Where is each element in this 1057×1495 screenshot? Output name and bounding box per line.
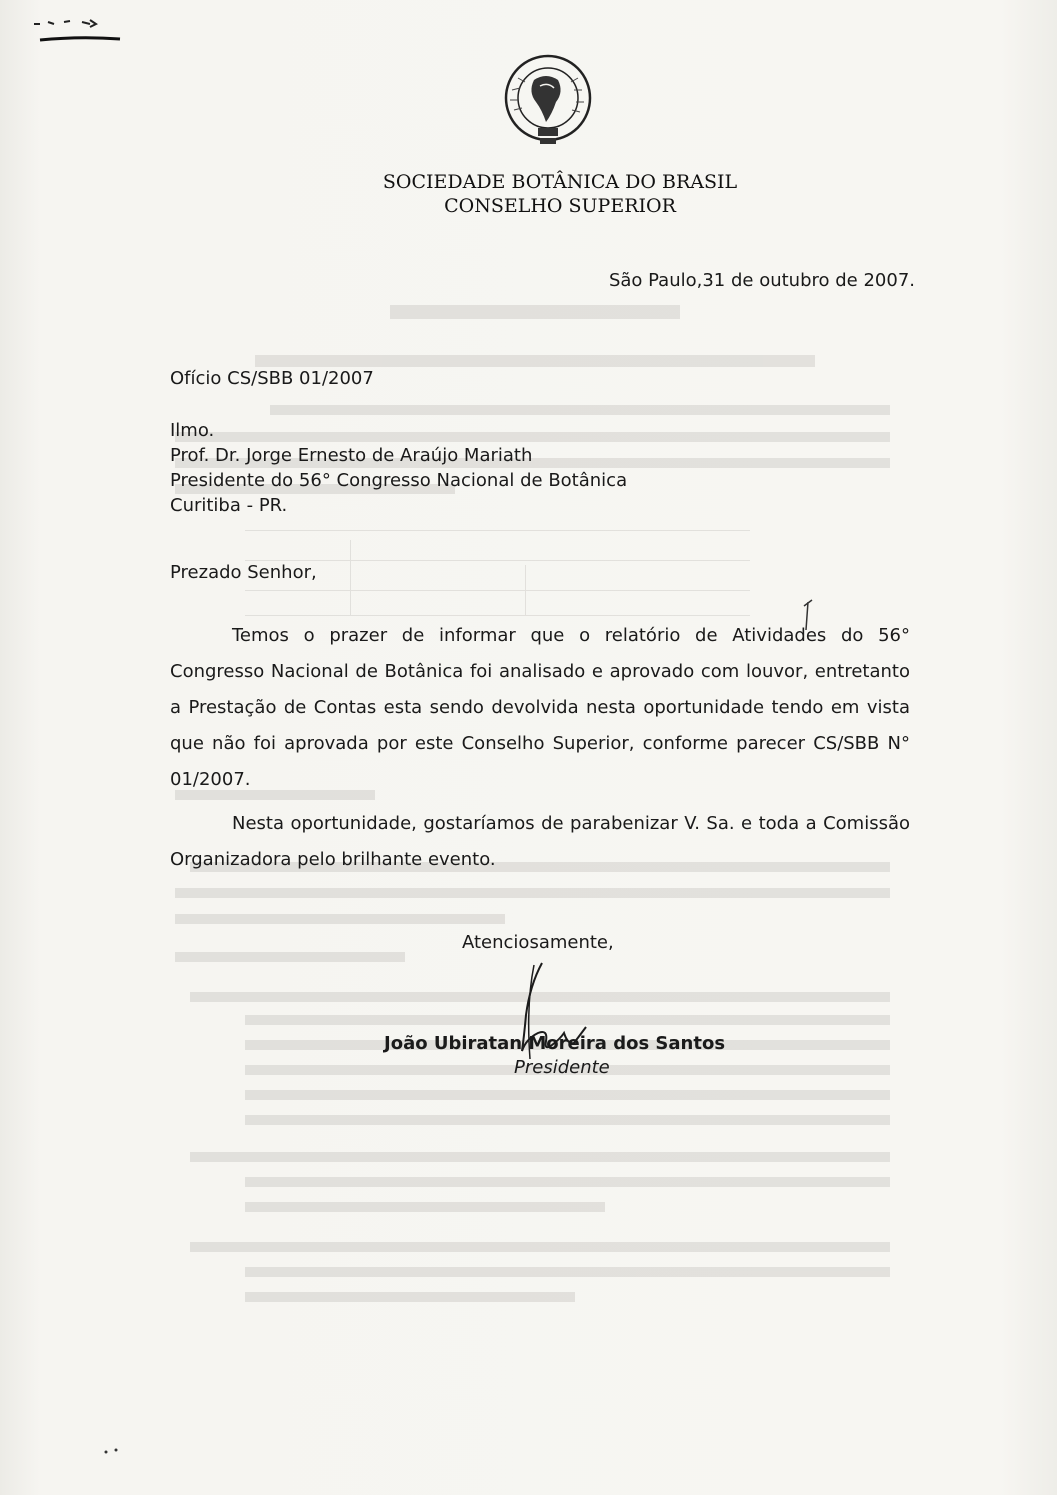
recipient-location: Curitiba - PR. xyxy=(170,495,288,516)
recipient-role: Presidente do 56° Congresso Nacional de Botânica xyxy=(170,470,628,491)
letter-date: São Paulo,31 de outubro de 2007. xyxy=(608,270,915,291)
recipient-block xyxy=(170,418,627,518)
letterhead xyxy=(300,170,820,218)
signer-title: Presidente xyxy=(514,1057,610,1078)
organization-name: SOCIEDADE BOTÂNICA DO BRASIL xyxy=(382,171,738,193)
handwritten-corner-mark xyxy=(30,12,130,52)
letter-reference: Ofício CS/SBB 01/2007 xyxy=(170,368,374,389)
recipient-honorific: Ilmo. xyxy=(170,420,215,441)
recipient-name: Prof. Dr. Jorge Ernesto de Araújo Mariath xyxy=(170,445,533,466)
scan-speck-marks xyxy=(100,1440,130,1460)
handwritten-margin-mark xyxy=(798,596,818,636)
signer-name: João Ubiratan Moreira dos Santos xyxy=(384,1033,726,1054)
salutation: Prezado Senhor, xyxy=(170,562,317,583)
closing: Atenciosamente, xyxy=(462,932,614,953)
body-paragraph-1: Temos o prazer de informar que o relatório de Atividades do 56° Congresso Nacional de Botânica foi analisado e aprovado com louvor, entretanto a Prestação de Contas esta sendo devolvida nesta oportunidade tendo em vista que não foi aprovada por este Conselho Superior, conforme parecer CS/SBB N° 01/2007. xyxy=(170,625,910,790)
council-name: CONSELHO SUPERIOR xyxy=(444,195,676,217)
body-paragraph-2: Nesta oportunidade, gostaríamos de parabenizar V. Sa. e toda a Comissão Organizadora pelo brilhante evento. xyxy=(170,813,910,870)
sbb-seal-icon xyxy=(498,50,598,150)
